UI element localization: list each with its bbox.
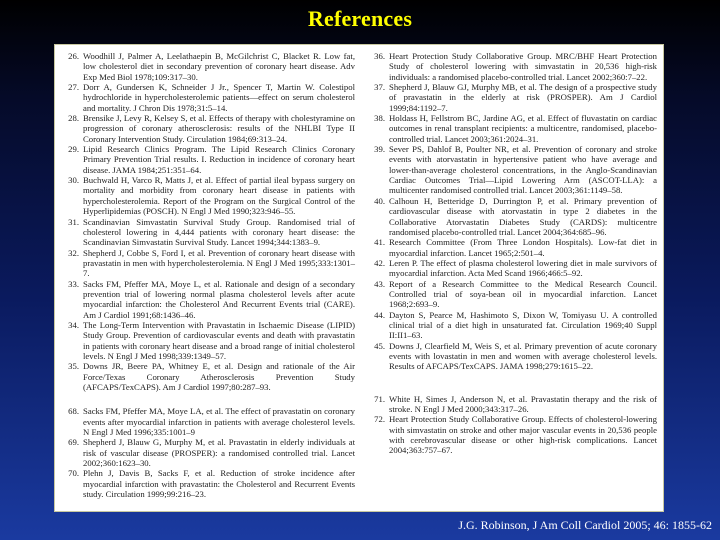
references-list-right-top (367, 51, 657, 372)
reference-text: Sacks FM, Pfeffer MA, Moye LA, et al. The effect of pravastatin on coronary events after myocardial infarction in patients with average cholesterol levels. N Engl J Med 1996;335:1001–9 (83, 406, 355, 438)
reference-text: The Long-Term Intervention with Pravastatin in Ischaemic Disease (LIPID) Study Group. Prevention of cardiovascular events and death with pravastatin in patients with coronary heart disease and a broad range of initial cholesterol levels. N Engl J Med 1998;339:1349–57. (83, 319, 355, 361)
reference-entry (61, 279, 355, 320)
reference-number: 69. (68, 437, 79, 448)
reference-entry (367, 82, 657, 113)
reference-text: Dorr A, Gundersen K, Schneider J Jr., Spencer T, Martin W. Colestipol hydrochloride in hypercholesterolemic patients—effect on serum cholesterol and mortality. J Chron Dis 1978;31:5–14. (83, 82, 355, 113)
reference-number: 43. (374, 278, 385, 289)
reference-entry (61, 113, 355, 144)
reference-number: 33. (68, 278, 79, 289)
reference-text: Dayton S, Pearce M, Hashimoto S, Dixon W, Tomiyasu U. A controlled clinical trial of a diet high in unsaturated fat. Circulation 1969;40 Suppl II:II1–63. (389, 309, 657, 341)
reference-number: 37. (374, 82, 385, 93)
reference-number: 45. (374, 340, 385, 351)
reference-entry (367, 237, 657, 258)
reference-number: 39. (374, 144, 385, 155)
reference-entry (367, 279, 657, 310)
reference-text: Leren P. The effect of plasma cholesterol lowering diet in male survivors of myocardial infarction. Acta Med Scand 1966;466:5–92. (389, 257, 657, 279)
reference-text: Brensike J, Levy R, Kelsey S, et al. Effects of therapy with cholestyramine on progression of coronary atherosclerosis: results of the NHLBI Type II Coronary Intervention Study. Circulation 1984;69:313–24. (83, 113, 355, 144)
reference-entry (61, 82, 355, 113)
reference-text: Shepherd J, Cobbe S, Ford I, et al. Prevention of coronary heart disease with pravastatin in men with hypercholesterolemia. N Engl J Med 1995;333:1301–7. (83, 247, 355, 279)
reference-text: Sever PS, Dahlof B, Poulter NR, et al. Prevention of coronary and stroke events with atorvastatin in hypertensive patient who have average and lower-than-average cholesterol concentrations, in the Anglo-Scandinavian Cardiac Outcomes Trial—Lipid Lowering Arm (ASCOT-LLA): a multicenter randomised controlled trial. Lancet 2003;361:1149–58. (389, 144, 657, 196)
reference-entry (367, 394, 657, 415)
reference-entry (61, 144, 355, 175)
reference-number: 34. (68, 319, 79, 330)
slide-title: References (307, 6, 413, 31)
references-list-left-top (61, 51, 355, 392)
reference-entry (61, 361, 355, 392)
reference-text: Heart Protection Study Collaborative Group. Effects of cholesterol-lowering with simvastatin on stroke and other major vascular events in 20,536 people with cerebrovascular disease or other high-risk complications. Lancet 2004;363:757–67. (389, 414, 657, 456)
reference-entry (61, 437, 355, 468)
reference-text: Downs JR, Beere PA, Whitney E, et al. Design and rationale of the Air Force/Texas Coronary Atherosclerosis Prevention Study (AFCAPS/TexCAPS). Am J Cardiol 1997;80:287–93. (83, 361, 355, 392)
reference-number: 71. (374, 393, 385, 404)
reference-text: Plehn J, Davis B, Sacks F, et al. Reduction of stroke incidence after myocardial infarction with pravastatin: the Cholesterol and Recurrent Events study. Circulation 1999;99:216–23. (83, 468, 355, 500)
reference-entry (61, 175, 355, 216)
reference-text: Lipid Research Clinics Program. The Lipid Research Clinics Coronary Primary Prevention Trial results. I. Reduction in incidence of coronary heart disease. JAMA 1984;251:351–64. (83, 144, 355, 175)
reference-text: Woodhill J, Palmer A, Leelathaepin B, McGilchrist C, Blacket R. Low fat, low cholesterol diet in secondary prevention of coronary heart disease. Adv Exp Med Biol 1978;109:317–30. (83, 51, 355, 82)
reference-number: 32. (68, 247, 79, 258)
reference-number: 72. (374, 414, 385, 425)
reference-text: Calhoun H, Betteridge D, Durrington P, et al. Primary prevention of cardiovascular disease with atorvastatin in type 2 diabetes in the Collaborative Atorvastatin Diabetes Study (CARDS): multicentre randomised placebo-controlled trial. Lancet 2004;364:685–96. (389, 195, 657, 237)
source-citation: J.G. Robinson, J Am Coll Cardiol 2005; 46: 1855-62 (458, 518, 712, 532)
reference-number: 40. (374, 195, 385, 206)
reference-entry (61, 468, 355, 499)
references-column-right (367, 51, 657, 456)
reference-text: Sacks FM, Pfeffer MA, Moye L, et al. Rationale and design of a secondary prevention trial of lowering normal plasma cholesterol levels after acute myocardial infarction: the Cholesterol And Recurrent Events trial (CARE). Am J Cardiol 1991;68:1436–46. (83, 278, 355, 320)
reference-text: Report of a Research Committee to the Medical Research Council. Controlled trial of soya-bean oil in myocardial infarction. Lancet 1968;2:693–9. (389, 278, 657, 310)
reference-entry (367, 196, 657, 237)
references-panel (54, 44, 664, 512)
reference-text: Shepherd J, Blauw GJ, Murphy MB, et al. The design of a prospective study of pravastatin in the elderly at risk (PROSPER). Am J Cardiol 1999;84:1192–7. (389, 82, 657, 113)
reference-number: 30. (68, 175, 79, 186)
reference-entry (61, 51, 355, 82)
reference-number: 42. (374, 257, 385, 268)
reference-text: Shepherd J, Blauw G, Murphy M, et al. Pravastatin in elderly individuals at risk of vascular disease (PROSPER): a randomised controlled trial. Lancet 2002;360:1623–30. (83, 437, 355, 469)
reference-entry (367, 258, 657, 279)
reference-text: White H, Simes J, Anderson N, et al. Pravastatin therapy and the risk of stroke. N Engl J Med 2000;343:317–26. (389, 393, 657, 414)
reference-number: 28. (68, 113, 79, 124)
reference-entry (61, 320, 355, 361)
reference-text: Heart Protection Study Collaborative Group. MRC/BHF Heart Protection Study of cholesterol lowering with simvastatin in 20,536 high-risk individuals: a randomised placebo-controlled trial. Lancet 2002;360:7–22. (389, 51, 657, 82)
reference-text: Downs J, Clearfield M, Weis S, et al. Primary prevention of acute coronary events with lovastatin in men and women with average cholesterol levels. Results of AFCAPS/TexCAPS. JAMA 1998;279:1615–22. (389, 340, 657, 372)
reference-entry (367, 310, 657, 341)
reference-text: Research Committee (From Three London Hospitals). Low-fat diet in myocardial infarction. Lancet 1965;2:501–4. (389, 237, 657, 258)
reference-number: 68. (68, 406, 79, 417)
reference-number: 27. (68, 82, 79, 93)
reference-number: 29. (68, 144, 79, 155)
reference-entry (61, 406, 355, 437)
references-column-left (61, 51, 355, 499)
reference-entry (367, 113, 657, 144)
reference-number: 41. (374, 237, 385, 248)
reference-text: Buchwald H, Varco R, Matts J, et al. Effect of partial ileal bypass surgery on mortality and morbidity from coronary heart disease in patients with hypercholesterolemia. Report of the Program on the Surgical Control of the Hyperlipidemias (POSCH). N Engl J Med 1990;323:946–55. (83, 175, 355, 217)
reference-entry (61, 248, 355, 279)
reference-number: 38. (374, 113, 385, 124)
references-list-left-bottom (61, 406, 355, 499)
reference-number: 26. (68, 51, 79, 61)
reference-entry (367, 414, 657, 455)
reference-number: 70. (68, 468, 79, 479)
reference-entry (61, 217, 355, 248)
references-list-right-bottom (367, 394, 657, 456)
reference-entry (367, 144, 657, 196)
section-gap (61, 392, 355, 406)
reference-text: Scandinavian Simvastatin Survival Study Group. Randomised trial of cholesterol lowering in 4,444 patients with coronary heart disease: the Scandinavian Simvastatin Survival Study. Lancet 1994;344:1383–9. (83, 216, 355, 248)
section-gap (367, 372, 657, 394)
reference-entry (367, 51, 657, 82)
reference-number: 44. (374, 309, 385, 320)
reference-number: 31. (68, 216, 79, 227)
reference-number: 35. (68, 361, 79, 372)
reference-number: 36. (374, 51, 385, 61)
reference-entry (367, 341, 657, 372)
reference-text: Holdass H, Fellstrom BC, Jardine AG, et al. Effect of fluvastatin on cardiac outcomes in renal transplant recipients: a multicentre, randomised, placebo-controlled trial. Lancet 2003;361:2024–31. (389, 113, 657, 144)
